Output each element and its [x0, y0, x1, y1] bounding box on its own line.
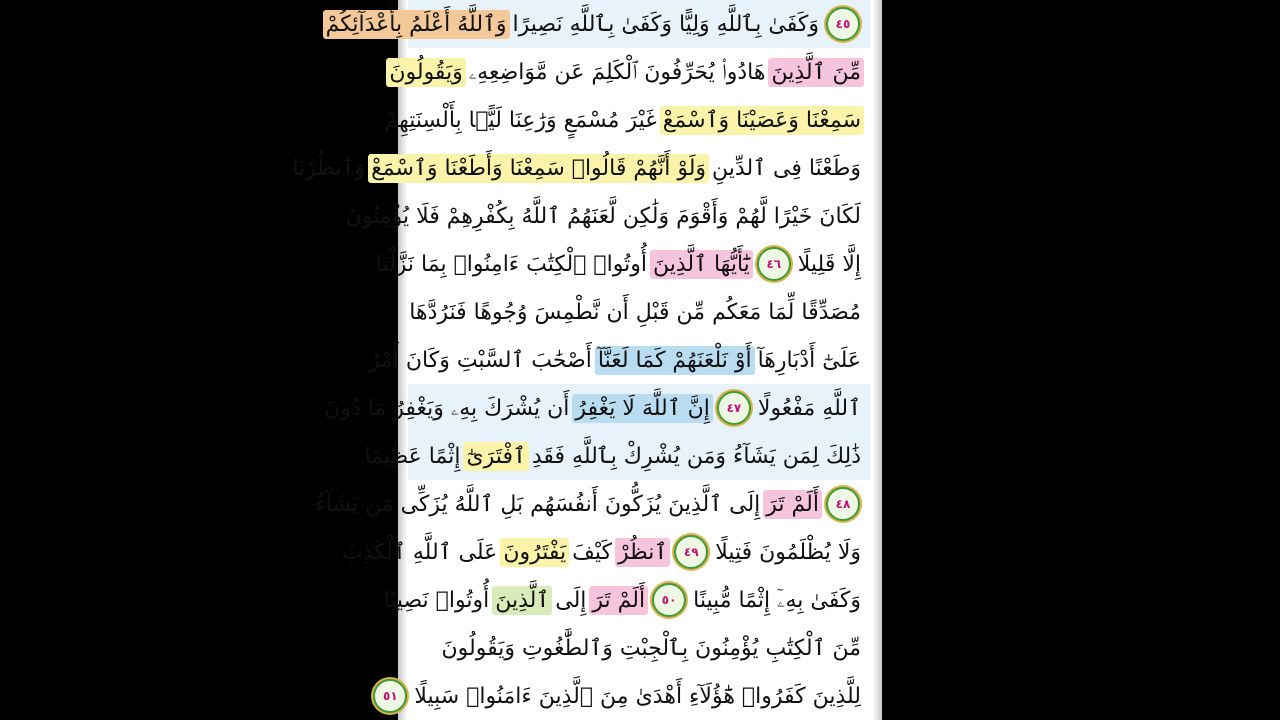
verse-text: لِلَّذِينَ كَفَرُوا۟ هَٰٓؤُلَآءِ أَهْدَىٰ مِنَ ٱلَّذِينَ ءَامَنُوا۟ سَبِيلًا	[414, 683, 861, 709]
verse-text: مُصَدِّقًا لِّمَا مَعَكُم مِّن قَبْلِ أَن نَّطْمِسَ وُجُوهًا فَنَرُدَّهَا	[409, 299, 861, 325]
highlighted-phrase: إِنَّ ٱللَّهَ لَا يَغْفِرُ	[572, 394, 712, 423]
verse-text: وَكَفَىٰ بِهِۦٓ إِثْمًا مُّبِينًا	[693, 587, 861, 613]
verse-text: إِلَى	[555, 587, 587, 613]
ayah-number-marker: ٥١	[373, 679, 407, 713]
text-line	[384, 96, 870, 144]
ayah-number-marker: ٤٨	[826, 487, 860, 521]
text-line	[345, 192, 870, 240]
verse-text: أَصْحَٰبَ ٱلسَّبْتِ وَكَانَ أَمْرُ	[368, 347, 592, 373]
verse-text: وَطَعْنًا فِى ٱلدِّينِ	[712, 155, 861, 181]
text-line	[341, 528, 870, 576]
highlighted-phrase: أَلَمْ تَرَ	[589, 586, 648, 615]
verse-text: غَيْرَ مُسْمَعٍ وَرَٰعِنَا لَيًّۢا بِأَلْسِنَتِهِمْ	[384, 107, 657, 133]
text-line	[368, 336, 870, 384]
quran-text-block	[292, 0, 870, 720]
text-line	[325, 0, 870, 48]
verse-text: لَكَانَ خَيْرًا لَّهُمْ وَأَقْوَمَ وَلَٰكِن لَّعَنَهُمُ ٱللَّهُ بِكُفْرِهِمْ فَلَا يُؤْمِنُونَ	[345, 203, 861, 229]
text-line	[408, 624, 870, 672]
highlighted-phrase: يَٰٓأَيُّهَا ٱلَّذِينَ	[650, 250, 753, 279]
text-line	[383, 576, 870, 624]
highlighted-phrase: يَفْتَرُونَ	[500, 538, 569, 567]
verse-text: أُوتُوا۟ نَصِيبًا	[383, 587, 490, 613]
text-line	[364, 432, 870, 480]
verse-text: وَلَا يُظْلَمُونَ فَتِيلًا	[715, 539, 861, 565]
verse-text: ذَٰلِكَ لِمَن يَشَآءُ وَمَن يُشْرِكْ بِٱللَّهِ فَقَدِ	[531, 443, 861, 469]
ayah-number-marker: ٤٦	[757, 247, 791, 281]
verse-text: إِلَّا قَلِيلًا	[797, 251, 861, 277]
highlighted-phrase: مِّنَ ٱلَّذِينَ	[768, 58, 864, 87]
highlighted-phrase: أَلَمْ تَرَ	[763, 490, 822, 519]
verse-text: ٱللَّهِ مَفْعُولًا	[757, 395, 861, 421]
page-frame-right	[874, 0, 882, 720]
text-line	[292, 144, 870, 192]
text-line	[315, 480, 870, 528]
verse-text: كَيْفَ	[572, 539, 613, 565]
verse-text: مِّنَ ٱلْكِتَٰبِ يُؤْمِنُونَ بِٱلْجِبْتِ وَٱلطَّٰغُوتِ وَيَقُولُونَ	[441, 635, 861, 661]
verse-text: إِثْمًا عَظِيمًا	[364, 443, 461, 469]
verse-text: وَٱنظُرْنَا	[292, 155, 366, 181]
mushaf-page	[292, 0, 882, 720]
verse-text: أُوتُوا۟ ٱلْكِتَٰبَ ءَامِنُوا۟ بِمَا نَزَّلْنَا	[375, 251, 647, 277]
highlighted-phrase: أَوْ نَلْعَنَهُمْ كَمَا لَعَنَّآ	[595, 346, 755, 375]
ayah-number-marker: ٤٥	[826, 7, 860, 41]
highlighted-phrase: سَمِعْنَا وَعَصَيْنَا وَٱسْمَعْ	[660, 106, 864, 135]
ayah-number-marker: ٤٧	[717, 391, 751, 425]
verse-text: عَلَى ٱللَّهِ ٱلْكَذِبَ	[341, 539, 498, 565]
verse-text: أَن يُشْرَكَ بِهِۦ وَيَغْفِرُ مَا دُونَ	[324, 395, 570, 421]
text-line	[324, 384, 870, 432]
highlighted-phrase: وَلَوْ أَنَّهُمْ قَالُوا۟ سَمِعْنَا وَأَطَعْنَا وَٱسْمَعْ	[368, 154, 709, 183]
ayah-number-marker: ٥٠	[652, 583, 686, 617]
ayah-number-marker: ٤٩	[674, 535, 708, 569]
text-line	[408, 288, 870, 336]
verse-text: إِلَى ٱلَّذِينَ يُزَكُّونَ أَنفُسَهُم بَلِ ٱللَّهُ يُزَكِّى مَن يَشَآءُ	[315, 491, 761, 517]
text-line	[389, 48, 870, 96]
text-line	[383, 672, 870, 720]
highlighted-phrase: ٱلَّذِينَ	[492, 586, 552, 615]
text-line	[375, 240, 870, 288]
verse-text: عَلَىٰٓ أَدْبَارِهَآ	[757, 347, 861, 373]
verse-text: وَكَفَىٰ بِٱللَّهِ وَلِيًّا وَكَفَىٰ بِٱللَّهِ نَصِيرًا	[512, 11, 819, 37]
highlighted-phrase: ٱنظُرْ	[615, 538, 670, 567]
verse-text: هَادُوا۟ يُحَرِّفُونَ ٱلْكَلِمَ عَن مَّوَاضِعِهِۦ	[468, 59, 766, 85]
highlighted-phrase: وَٱللَّهُ أَعْلَمُ بِأَعْدَآئِكُمْ	[323, 10, 510, 39]
highlighted-phrase: وَيَقُولُونَ	[386, 58, 465, 87]
highlighted-phrase: ٱفْتَرَىٰٓ	[463, 442, 528, 471]
